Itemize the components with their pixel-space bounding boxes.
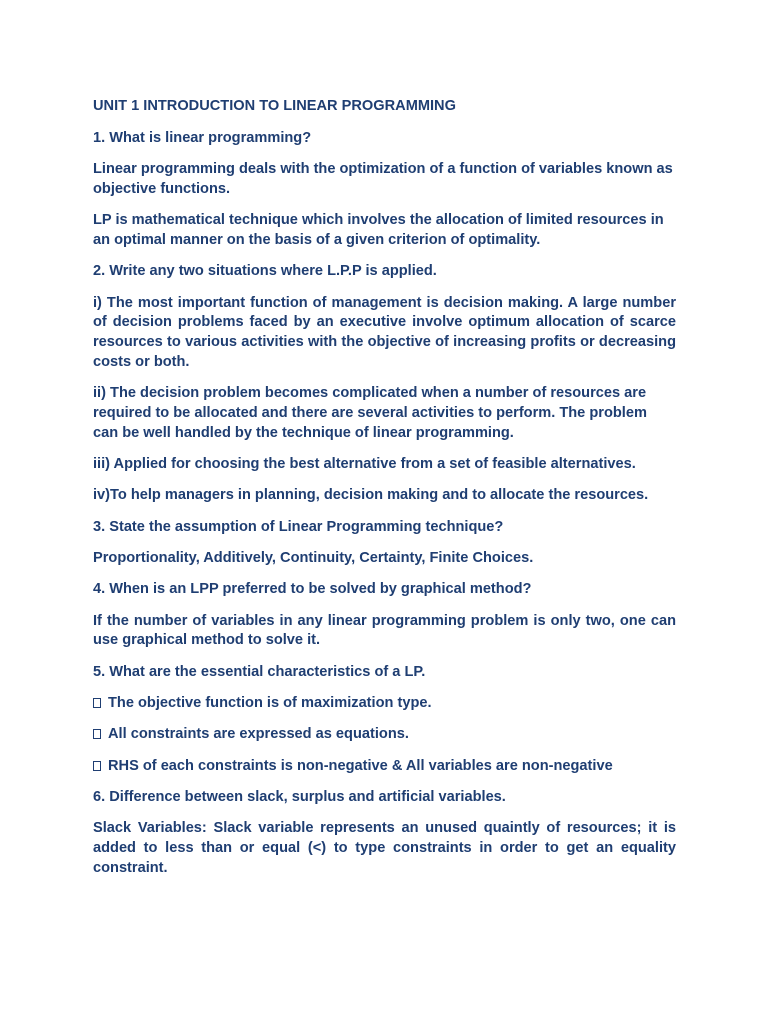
bullet-text: The objective function is of maximization type.	[108, 695, 432, 712]
answer-2-item-iv: iv)To help managers in planning, decision making and to allocate the resources.	[93, 487, 649, 504]
question-5: 5. What are the essential characteristics of a LP.	[93, 663, 426, 680]
question-4: 4. When is an LPP preferred to be solved by graphical method?	[93, 581, 532, 598]
document-page	[93, 97, 676, 890]
unit-title: UNIT 1 INTRODUCTION TO LINEAR PROGRAMMING	[93, 98, 456, 114]
question-6: 6. Difference between slack, surplus and artificial variables.	[93, 788, 506, 805]
answer-1-paragraph-2: LP is mathematical technique which involves the allocation of limited resources in an optimal manner on the basis of a given criterion of optimality.	[93, 212, 664, 248]
bullet-box-icon	[93, 761, 101, 771]
bullet-item	[93, 757, 676, 777]
bullet-text: All constraints are expressed as equations.	[108, 726, 409, 743]
question-1: 1. What is linear programming?	[93, 129, 312, 146]
answer-2-item-iii: iii) Applied for choosing the best alternative from a set of feasible alternatives.	[93, 456, 636, 473]
answer-2-item-ii: ii) The decision problem becomes complicated when a number of resources are required to be allocated and there are several activities to perform. The problem can be well handled by the technique of linear programming.	[93, 385, 647, 441]
question-2: 2. Write any two situations where L.P.P is applied.	[93, 263, 437, 280]
bullet-item	[93, 725, 676, 745]
answer-1-paragraph-1: Linear programming deals with the optimization of a function of variables known as objective functions.	[93, 161, 673, 197]
bullet-box-icon	[93, 698, 101, 708]
question-3: 3. State the assumption of Linear Programming technique?	[93, 518, 504, 535]
bullet-item	[93, 694, 676, 714]
answer-4: If the number of variables in any linear programming problem is only two, one can use graphical method to solve it.	[93, 612, 676, 649]
bullet-box-icon	[93, 729, 101, 739]
answer-2-item-i: i) The most important function of management is decision making. A large number of decision problems faced by an executive involve optimum allocation of scarce resources to various activities with the objective of increasing profits or decreasing costs or both.	[93, 294, 676, 370]
answer-3: Proportionality, Additively, Continuity, Certainty, Finite Choices.	[93, 550, 534, 567]
bullet-text: RHS of each constraints is non-negative & All variables are non-negative	[108, 757, 613, 774]
answer-6: Slack Variables: Slack variable represents an unused quaintly of resources; it is added to less than or equal (<) to type constraints in order to get an equality constraint.	[93, 820, 676, 876]
